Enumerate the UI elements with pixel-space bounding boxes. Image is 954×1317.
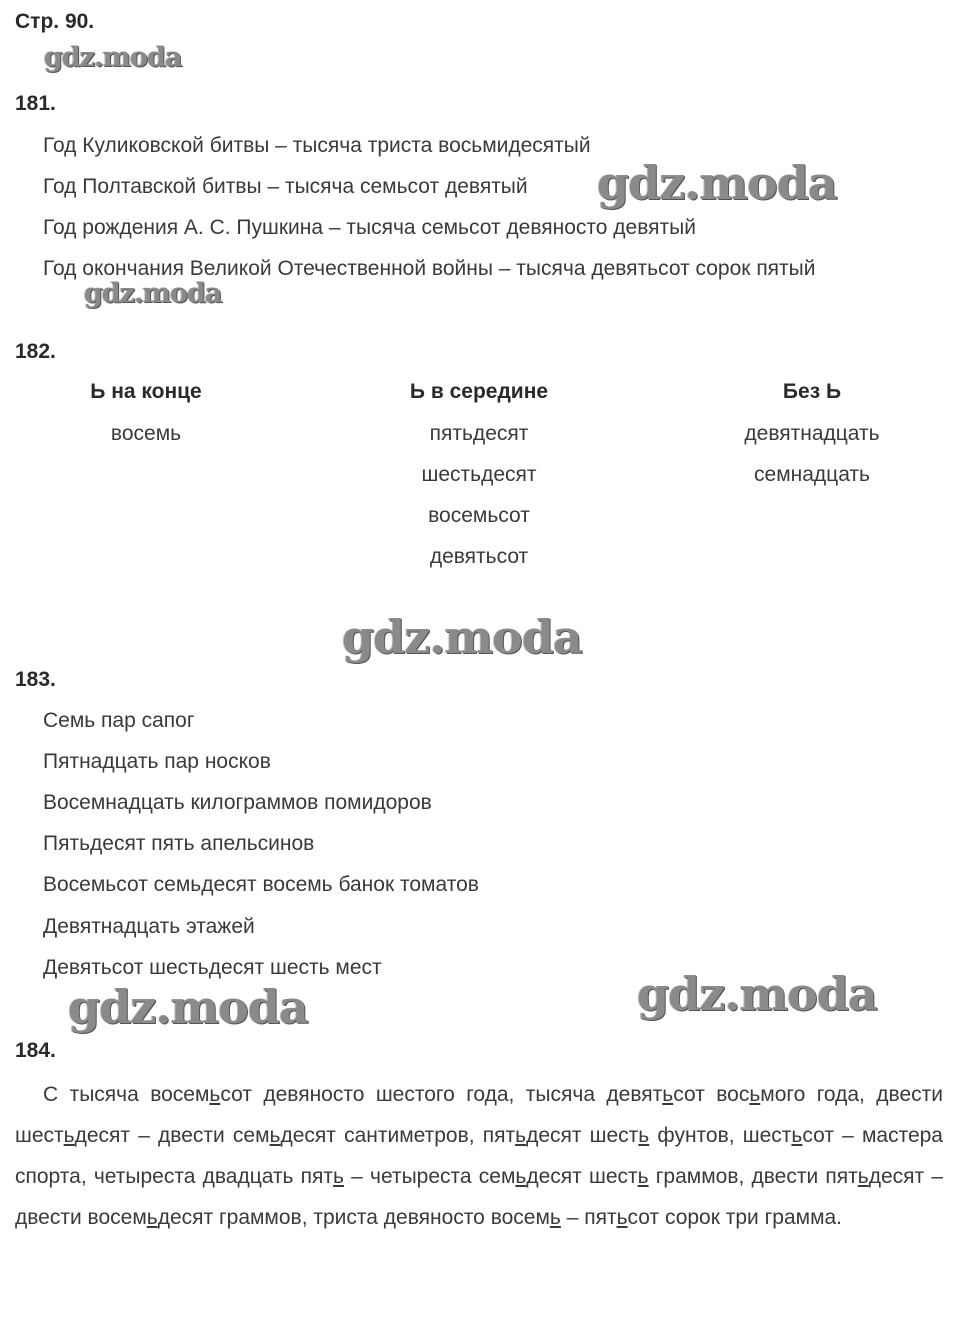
ex181-line: Год рождения А. С. Пушкина – тысяча семьсот девяносто девятый — [43, 216, 696, 239]
column-item: семнадцать — [754, 463, 870, 486]
underlined-soft-sign: ь — [515, 1124, 527, 1147]
exercise-181-number: 181. — [15, 92, 56, 115]
exercise-183-number: 183. — [15, 668, 56, 691]
ex181-line: Год Куликовской битвы – тысяча триста восьмидесятый — [43, 134, 591, 157]
text-segment: десят – двести сем — [74, 1124, 270, 1147]
underlined-soft-sign: ь — [749, 1083, 761, 1106]
ex184-paragraph — [15, 1074, 943, 1238]
underlined-soft-sign: ь — [637, 1165, 649, 1188]
ex183-line: Восемьсот семьдесят восемь банок томатов — [43, 873, 479, 896]
exercise-184-number: 184. — [15, 1039, 56, 1062]
text-segment: десят – двести восем — [15, 1165, 944, 1229]
text-segment: мого года, двести шест — [15, 1083, 943, 1147]
ex183-line: Пятьдесят пять апельсинов — [43, 832, 315, 855]
watermark: gdz.moda — [597, 156, 837, 210]
underlined-soft-sign: ь — [616, 1206, 628, 1229]
underlined-soft-sign: ь — [549, 1206, 561, 1229]
ex183-line: Восемнадцать килограммов помидоров — [43, 791, 432, 814]
text-segment: – пят — [560, 1206, 617, 1229]
column-header-end: Ь на конце — [90, 380, 202, 403]
text-segment: сот девяносто шестого года, тысяча девят — [220, 1083, 663, 1106]
page-header: Стр. 90. — [15, 10, 95, 33]
text-segment: сот сорок три грамма. — [627, 1206, 843, 1229]
underlined-soft-sign: ь — [146, 1206, 158, 1229]
watermark: gdz.moda — [84, 278, 222, 309]
watermark: gdz.moda — [637, 967, 877, 1021]
column-header-middle: Ь в середине — [409, 380, 549, 403]
underlined-soft-sign: ь — [662, 1083, 674, 1106]
column-item: девятнадцать — [744, 422, 880, 445]
ex181-line: Год Полтавской битвы – тысяча семьсот девятый — [43, 175, 528, 198]
column-item: девятьсот — [429, 545, 529, 568]
watermark: gdz.moda — [68, 980, 308, 1034]
underlined-soft-sign: ь — [269, 1124, 281, 1147]
ex181-line: Год окончания Великой Отечественной войны – тысяча девятьсот сорок пятый — [43, 257, 816, 280]
underlined-soft-sign: ь — [63, 1124, 75, 1147]
text-segment: фунтов, шест — [649, 1124, 792, 1147]
exercise-182-number: 182. — [15, 340, 56, 363]
ex183-line: Пятнадцать пар носков — [43, 750, 271, 773]
text-segment: сот вос — [673, 1083, 750, 1106]
column-item: шестьдесят — [421, 463, 537, 486]
text-segment: граммов, двести пят — [648, 1165, 858, 1188]
text-segment: десят сантиметров, пят — [280, 1124, 516, 1147]
underlined-soft-sign: ь — [791, 1124, 803, 1147]
text-segment: сот – мастера спорта, четыреста двадцать пят — [15, 1124, 943, 1188]
column-item: пятьдесят — [429, 422, 529, 445]
text-segment: С тысяча восем — [43, 1083, 210, 1106]
underlined-soft-sign: ь — [333, 1165, 344, 1188]
column-item: восемьсот — [428, 504, 530, 527]
underlined-soft-sign: ь — [638, 1124, 650, 1147]
underlined-soft-sign: ь — [209, 1083, 221, 1106]
ex183-line: Семь пар сапог — [43, 709, 195, 732]
text-segment: десят граммов, триста девяносто восем — [157, 1206, 550, 1229]
column-header-none: Без Ь — [782, 380, 842, 403]
ex183-line: Девятьсот шестьдесят шесть мест — [43, 956, 382, 979]
text-segment: – четыреста сем — [344, 1165, 516, 1188]
watermark: gdz.moda — [342, 610, 582, 664]
watermark: gdz.moda — [44, 42, 182, 73]
underlined-soft-sign: ь — [515, 1165, 527, 1188]
column-item: восемь — [110, 422, 182, 445]
ex183-line: Девятнадцать этажей — [43, 915, 255, 938]
text-segment: десят шест — [526, 1124, 639, 1147]
underlined-soft-sign: ь — [857, 1165, 869, 1188]
text-segment: десят шест — [526, 1165, 638, 1188]
